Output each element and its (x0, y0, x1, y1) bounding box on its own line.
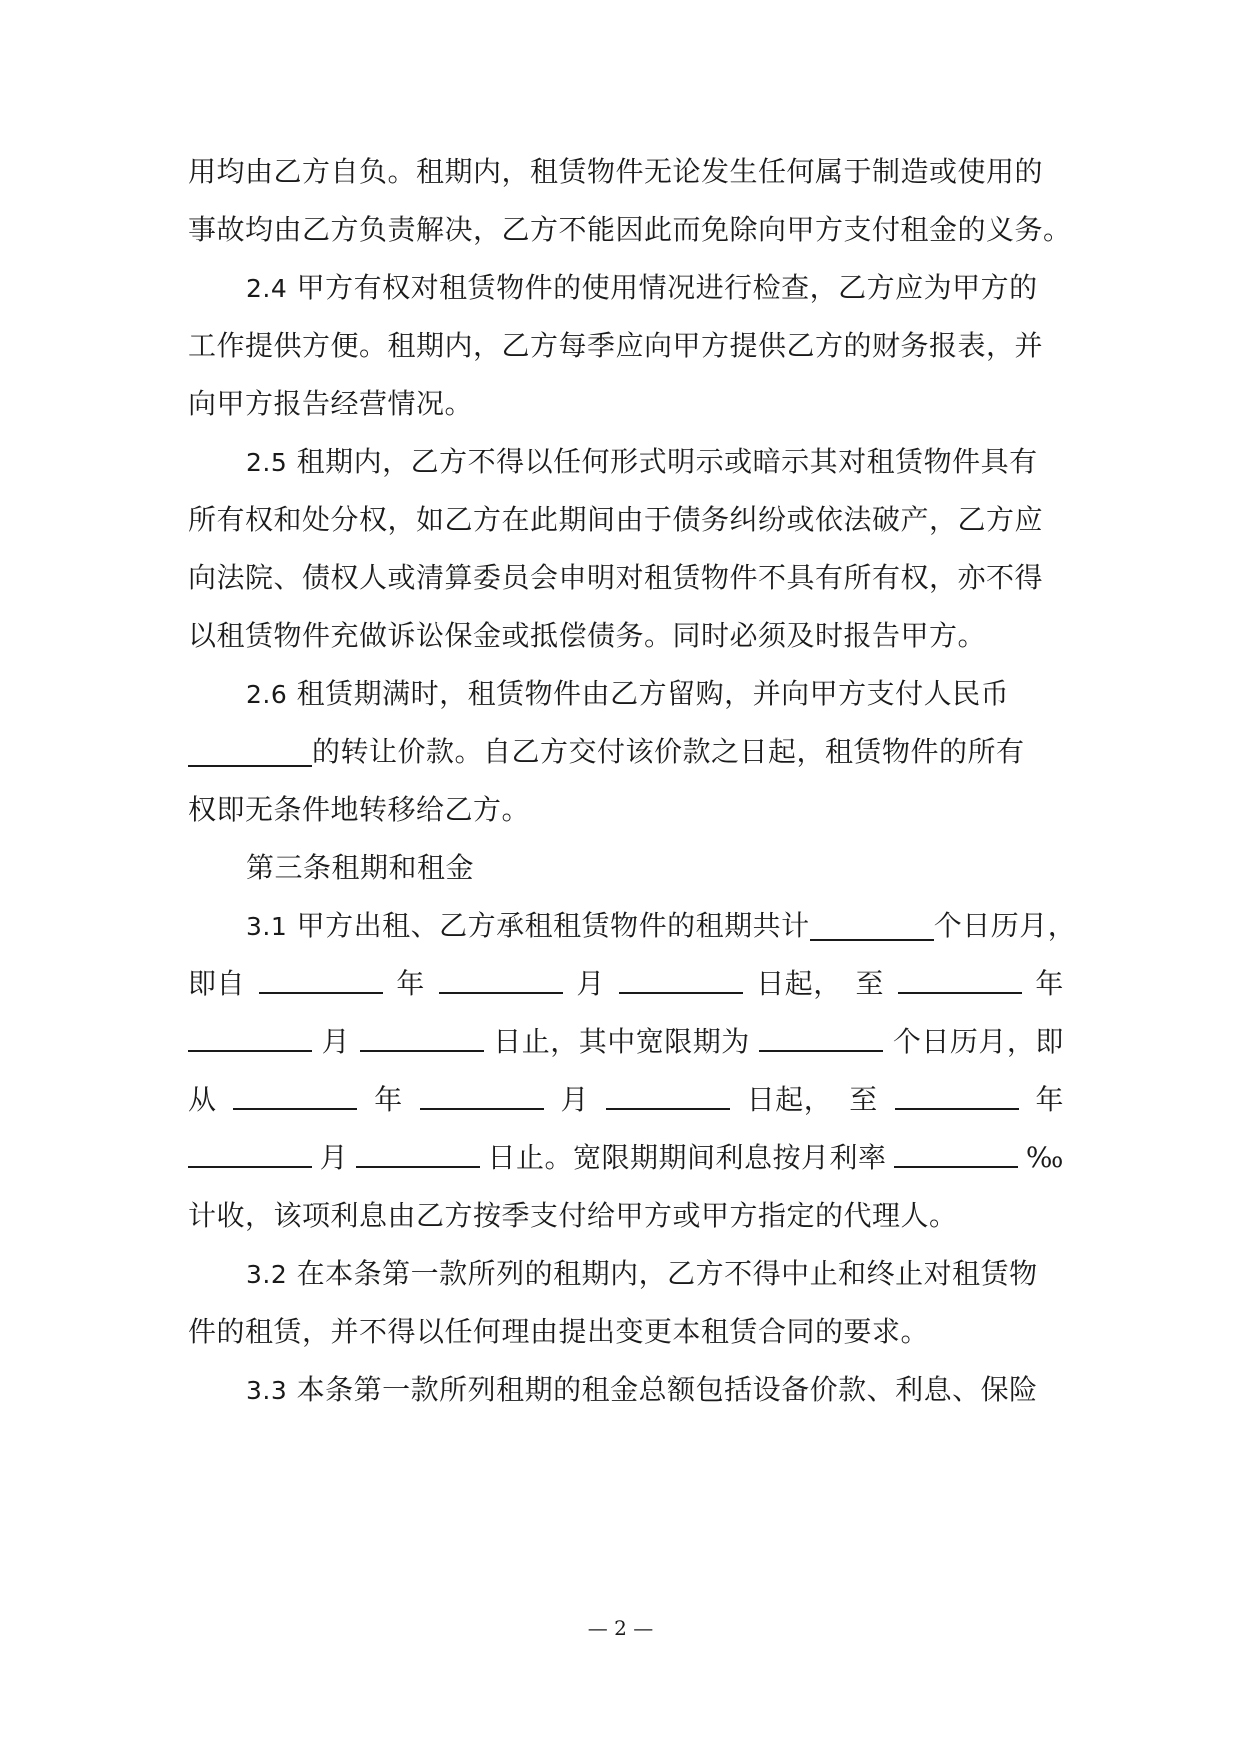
fill-in-blank[interactable] (360, 1020, 484, 1052)
text-line: 以租赁物件充做诉讼保金或抵偿债务。同时必须及时报告甲方。 (188, 619, 987, 652)
clause-2-5: 2.5 租期内，乙方不得以任何形式明示或暗示其对租赁物件具有 (246, 445, 1038, 478)
section-heading: 第三条租期和租金 (246, 851, 475, 884)
fill-in-blank[interactable] (606, 1078, 730, 1110)
clause-number: 2.6 (246, 680, 288, 709)
fill-in-blank[interactable] (188, 1020, 312, 1052)
clause-3-3: 3.3 本条第一款所列租期的租金总额包括设备价款、利息、保险 (246, 1373, 1038, 1406)
text-line: 向法院、债权人或清算委员会申明对租赁物件不具有所有权，亦不得 (188, 561, 1044, 594)
page-number: — 2 — (587, 1616, 654, 1640)
fill-in-blank[interactable] (898, 962, 1022, 994)
clause-3-2: 3.2 在本条第一款所列的租期内，乙方不得中止和终止对租赁物 (246, 1257, 1038, 1290)
fill-in-blank[interactable] (439, 962, 563, 994)
clause-2-6: 2.6 租赁期满时，租赁物件由乙方留购，并向甲方支付人民币 (246, 677, 1010, 710)
clause-number: 3.1 (246, 912, 288, 941)
fill-in-blank[interactable] (420, 1078, 544, 1110)
fill-in-blank[interactable] (619, 962, 743, 994)
text-line: 向甲方报告经营情况。 (188, 387, 474, 420)
text-line: 权即无条件地转移给乙方。 (188, 793, 531, 826)
text-line: 用均由乙方自负。租期内，租赁物件无论发生任何属于制造或使用的 (188, 155, 1044, 188)
fill-in-blank[interactable] (894, 1136, 1018, 1168)
fill-in-blank[interactable] (188, 1136, 312, 1168)
clause-number: 2.4 (246, 274, 288, 303)
text-line: 的转让价款。自乙方交付该价款之日起，租赁物件的所有 (188, 730, 1025, 774)
date-line: 即自 年 月 日起， 至 年 (188, 962, 1064, 1006)
fill-in-blank[interactable] (759, 1020, 883, 1052)
text-line: 件的租赁，并不得以任何理由提出变更本租赁合同的要求。 (188, 1315, 930, 1348)
clause-2-4: 2.4 甲方有权对租赁物件的使用情况进行检查，乙方应为甲方的 (246, 271, 1038, 304)
fill-in-blank[interactable] (356, 1136, 480, 1168)
date-line: 月 日止，其中宽限期为 个日历月，即 (188, 1020, 1064, 1064)
text-line: 工作提供方便。租期内，乙方每季应向甲方提供乙方的财务报表，并 (188, 329, 1044, 362)
clause-number: 3.2 (246, 1260, 288, 1289)
fill-in-blank[interactable] (188, 735, 312, 767)
text-line: 所有权和处分权，如乙方在此期间由于债务纠纷或依法破产，乙方应 (188, 503, 1044, 536)
fill-in-blank[interactable] (810, 909, 934, 941)
text-line: 事故均由乙方负责解决，乙方不能因此而免除向甲方支付租金的义务。 (188, 213, 1072, 246)
fill-in-blank[interactable] (259, 962, 383, 994)
fill-in-blank[interactable] (233, 1078, 357, 1110)
clause-3-1: 3.1 甲方出租、乙方承租租赁物件的租期共计 个日历月， (246, 909, 1077, 942)
clause-number: 2.5 (246, 448, 288, 477)
interest-line: 月 日止。宽限期期间利息按月利率 ‰ (188, 1136, 1064, 1180)
date-line: 从 年 月 日起， 至 年 (188, 1078, 1064, 1122)
fill-in-blank[interactable] (895, 1078, 1019, 1110)
text-line: 计收，该项利息由乙方按季支付给甲方或甲方指定的代理人。 (188, 1199, 958, 1232)
clause-number: 3.3 (246, 1376, 288, 1405)
